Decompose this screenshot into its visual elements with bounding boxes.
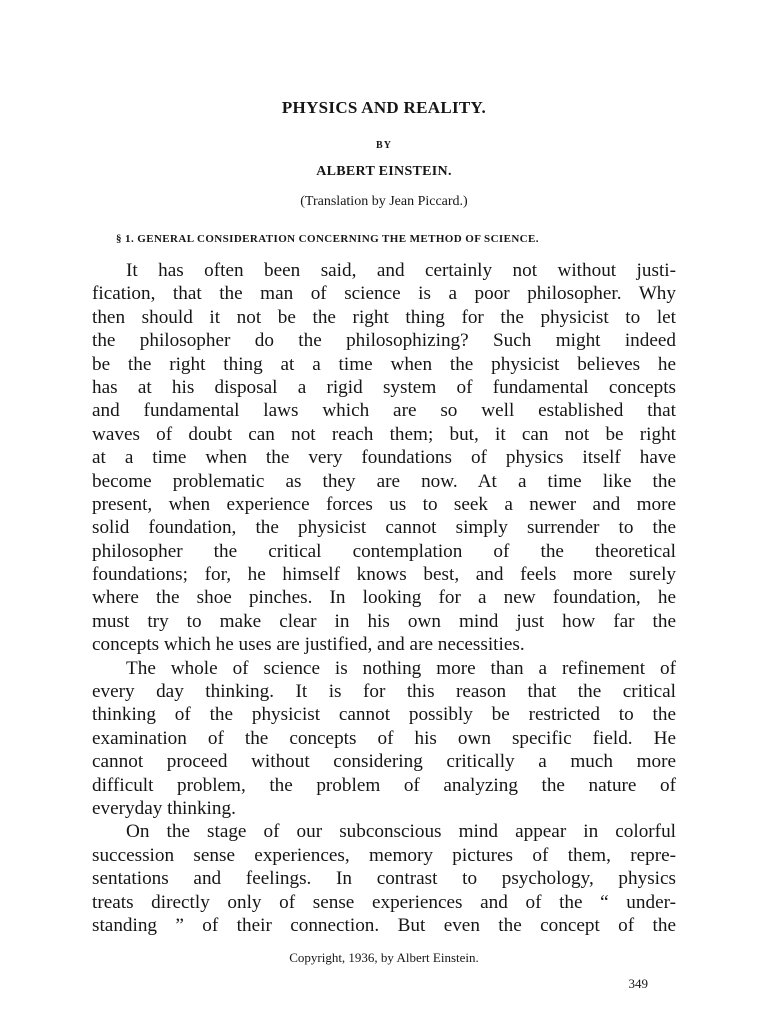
text-line: solid foundation, the physicist cannot simply surrender to the: [92, 517, 676, 539]
document-page: [92, 0, 676, 1024]
text-line: everyday thinking.: [92, 797, 236, 819]
text-line: cannot proceed without considering critically a much more: [92, 751, 676, 773]
page-number: 349: [628, 976, 648, 991]
text-line: succession sense experiences, memory pictures of them, repre-: [92, 844, 676, 866]
text-line: must try to make clear in his own mind just how far the: [92, 610, 676, 632]
text-line: foundations; for, he himself knows best, and feels more surely: [92, 564, 676, 586]
text-line: then should it not be the right thing for the physicist to let: [92, 306, 676, 328]
text-line: present, when experience forces us to seek a newer and more: [92, 493, 676, 515]
text-line: and fundamental laws which are so well established that: [92, 400, 676, 422]
author-name: ALBERT EINSTEIN.: [316, 164, 452, 179]
text-line: where the shoe pinches. In looking for a new foundation, he: [92, 587, 676, 609]
text-line: fication, that the man of science is a poor philosopher. Why: [92, 283, 676, 305]
text-line: at a time when the very foundations of physics itself have: [92, 447, 676, 469]
body-text: [92, 259, 676, 937]
text-line: On the stage of our subconscious mind appear in colorful: [126, 821, 676, 843]
text-line: It has often been said, and certainly not without justi-: [126, 260, 676, 281]
text-line: become problematic as they are now. At a time like the: [92, 470, 676, 492]
article-title: PHYSICS AND REALITY.: [281, 98, 487, 117]
text-line: thinking of the physicist cannot possibly be restricted to the: [92, 704, 676, 726]
text-line: every day thinking. It is for this reason that the critical: [92, 681, 676, 703]
copyright-notice: Copyright, 1936, by Albert Einstein.: [289, 950, 479, 965]
text-line: difficult problem, the problem of analyzing the nature of: [92, 774, 676, 796]
text-line: standing ” of their connection. But even the concept of the: [92, 914, 676, 936]
text-line: has at his disposal a rigid system of fundamental concepts: [92, 376, 676, 398]
text-line: treats directly only of sense experiences and of the “ under-: [92, 891, 676, 913]
text-line: waves of doubt can not reach them; but, it can not be right: [92, 423, 676, 445]
byline-label: BY: [376, 140, 392, 151]
text-line: the philosopher do the philosophizing? Such might indeed: [92, 330, 676, 352]
text-line: be the right thing at a time when the physicist believes he: [92, 353, 676, 375]
text-line: sentations and feelings. In contrast to psychology, physics: [92, 868, 676, 890]
text-line: The whole of science is nothing more than a refinement of: [126, 657, 676, 679]
text-line: examination of the concepts of his own specific field. He: [92, 727, 676, 749]
section-heading: § 1. GENERAL CONSIDERATION CONCERNING THE METHOD OF SCIENCE.: [116, 233, 539, 245]
text-line: philosopher the critical contemplation of the theoretical: [92, 540, 676, 562]
translation-credit: (Translation by Jean Piccard.): [300, 194, 468, 209]
text-line: concepts which he uses are justified, and are necessities.: [92, 634, 525, 656]
